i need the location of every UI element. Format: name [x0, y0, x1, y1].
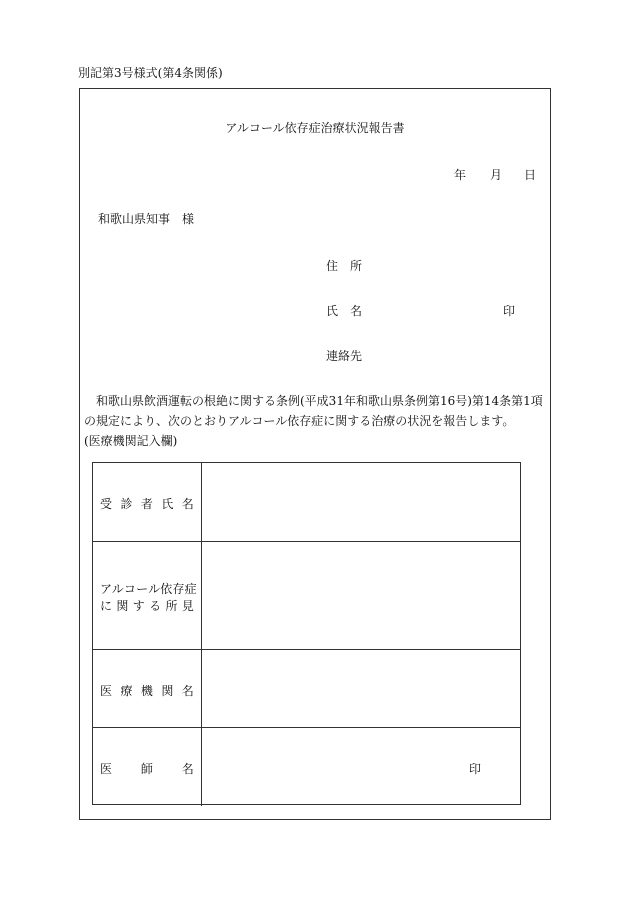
patient-name-label-cell [93, 463, 202, 541]
date-month: 月 [490, 168, 503, 182]
institution-label-cell [93, 650, 202, 727]
form-number-label: 別記第3号様式(第4条関係) [78, 66, 223, 80]
addressee: 和歌山県知事 様 [98, 212, 195, 226]
doctor-name-field[interactable] [202, 728, 520, 806]
date-year: 年 [454, 168, 467, 182]
table-row-institution [93, 650, 520, 728]
applicant-seal-mark: 印 [503, 304, 516, 318]
doctor-label: 医 師 名 [100, 762, 194, 776]
name-label: 氏 名 [326, 304, 363, 318]
patient-name-label: 受 診 者 氏 名 [100, 497, 194, 511]
date-day: 日 [524, 168, 537, 182]
report-statement [84, 391, 544, 431]
findings-label-line1: アルコール依存症 [100, 582, 197, 596]
table-row-findings [93, 542, 520, 650]
medical-section-note: (医療機関記入欄) [84, 434, 178, 448]
contact-label: 連絡先 [326, 349, 363, 363]
doctor-seal-mark: 印 [469, 762, 482, 776]
doctor-label-cell [93, 728, 202, 806]
form-title: アルコール依存症治療状況報告書 [225, 121, 405, 135]
findings-label-line2: に 関 す る 所 見 [100, 599, 194, 613]
patient-name-field[interactable] [202, 463, 520, 541]
institution-label: 医 療 機 関 名 [100, 684, 194, 698]
findings-field[interactable] [202, 542, 520, 649]
institution-field[interactable] [202, 650, 520, 727]
table-row-doctor [93, 728, 520, 806]
findings-label-cell [93, 542, 202, 649]
address-label: 住 所 [326, 259, 363, 273]
form-frame [79, 88, 551, 820]
medical-info-table [92, 462, 521, 805]
report-statement-text: 和歌山県飲酒運転の根絶に関する条例(平成31年和歌山県条例第16号)第14条第1項の規定により、次のとおりアルコール依存症に関する治療の状況を報告します。 [84, 394, 543, 428]
table-row-patient [93, 463, 520, 542]
